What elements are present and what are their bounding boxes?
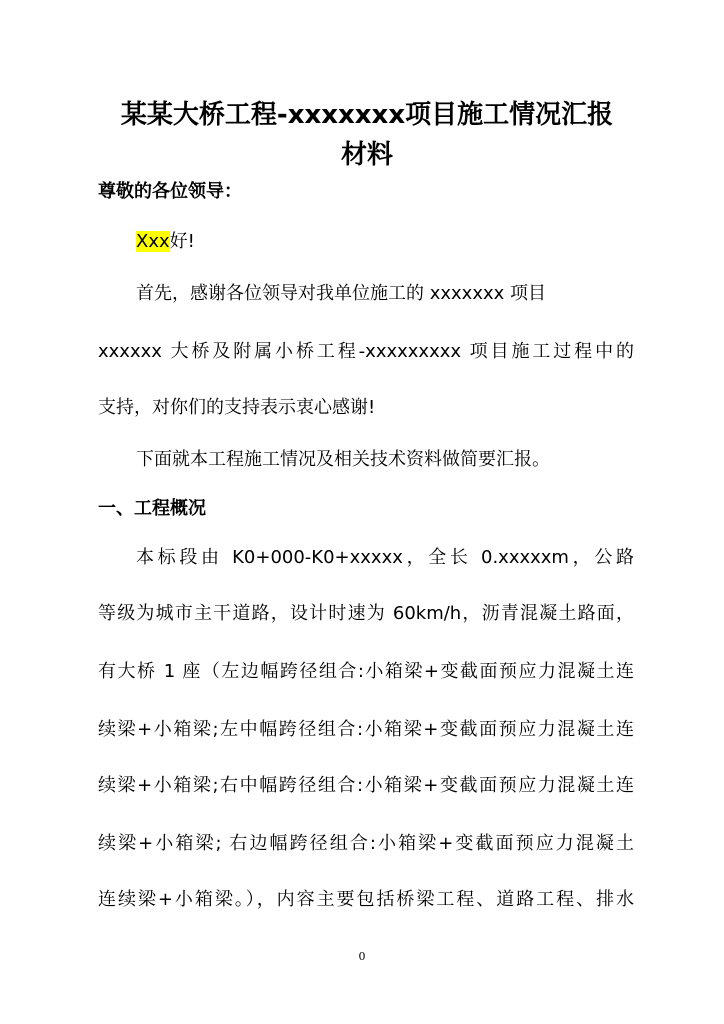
overview-line-3: 有大桥 1 座（左边幅跨径组合:小箱梁+变截面预应力混凝土连	[98, 661, 634, 682]
document-title-line-2: 材料	[340, 140, 393, 170]
overview-line-2: 等级为城市主干道路，设计时速为 60km/h，沥青混凝土路面，	[98, 603, 634, 624]
intro-line-2: xxxxxx 大桥及附属小桥工程-xxxxxxxxx 项目施工过程中的	[98, 341, 634, 362]
page-number: 0	[358, 950, 366, 963]
greeting-text: 好!	[169, 231, 195, 252]
overview-line-7: 连续梁+小箱梁。），内容主要包括桥梁工程、道路工程、排水	[98, 889, 634, 910]
intro-line-1: 首先，感谢各位领导对我单位施工的 xxxxxxx 项目	[136, 283, 547, 304]
greeting-highlighted-name: Xxx	[136, 231, 170, 252]
overview-line-6: 续梁+小箱梁; 右边幅跨径组合:小箱梁+变截面预应力混凝土	[98, 833, 634, 854]
report-intro: 下面就本工程施工情况及相关技术资料做简要汇报。	[136, 449, 550, 470]
document-title-line-1: 某某大桥工程-xxxxxxx项目施工情况汇报	[120, 100, 614, 130]
section-heading-overview: 一、工程概况	[98, 498, 206, 519]
greeting	[136, 230, 195, 254]
overview-line-1: 本标段由 K0+000-K0+xxxxx，全长 0.xxxxxm，公路	[136, 547, 634, 568]
salutation: 尊敬的各位领导：	[98, 181, 242, 202]
overview-line-4: 续梁+小箱梁;左中幅跨径组合:小箱梁+变截面预应力混凝土连	[98, 719, 634, 740]
intro-line-3: 支持，对你们的支持表示衷心感谢!	[98, 397, 376, 418]
overview-line-5: 续梁+小箱梁;右中幅跨径组合:小箱梁+变截面预应力混凝土连	[98, 775, 634, 796]
